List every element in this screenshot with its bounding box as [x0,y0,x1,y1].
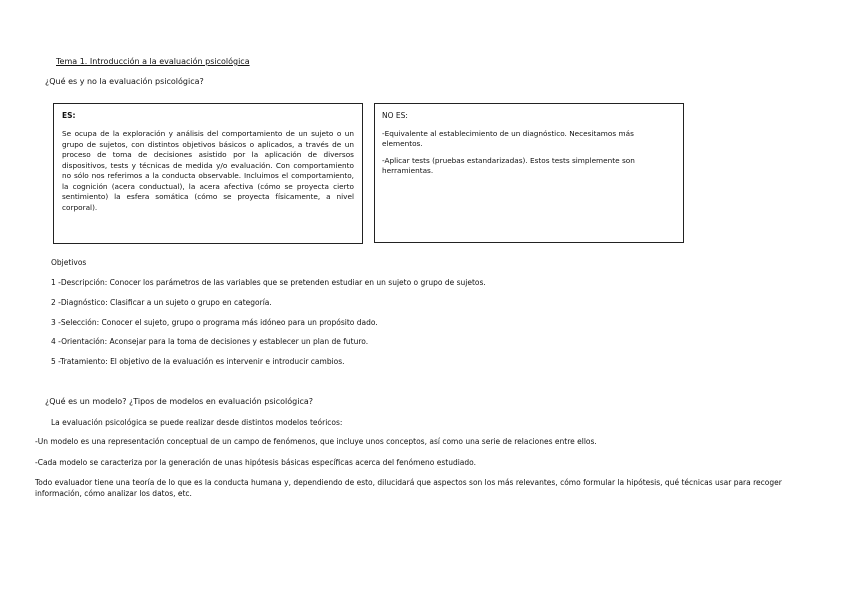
paragraph: -Cada modelo se caracteriza por la generación de unas hipótesis básicas específicas acerca del fenómeno estudiado. [35,458,476,467]
es-box [53,103,363,244]
paragraph: Todo evaluador tiene una teoría de lo que es la conducta humana y, dependiendo de esto, dilucidará que aspectos son los más relevantes, cómo formular la hipótesis, qué técnicas usar para recoger información, cómo analizar los datos, etc. [35,478,782,498]
question-heading-1: ¿Qué es y no la evaluación psicológica? [45,77,204,86]
es-box-heading: ES: [62,111,76,120]
objective-item: 5 -Tratamiento: El objetivo de la evaluación es intervenir e introducir cambios. [51,357,345,366]
document-title: Tema 1. Introducción a la evaluación psicológica [56,57,250,66]
noes-box [374,103,684,243]
es-box-text: Se ocupa de la exploración y análisis del comportamiento de un sujeto o un grupo de sujetos, con distintos objetivos básicos o aplicados, a través de un proceso de toma de decisiones asistido por la aplicación de diversos dispositivos, tests y técnicas de medida y/o evaluación. Con comportamiento no sólo nos referimos a la conducta observable. Incluimos el comportamiento, la cognición (acera conductual), la acera afectiva (cómo se proyecta cierto sentimiento) la esfera somática (cómo se proyecta físicamente, a nivel corporal). [62,129,354,212]
question-heading-2: ¿Qué es un modelo? ¿Tipos de modelos en evaluación psicológica? [45,397,313,406]
objective-item: 2 -Diagnóstico: Clasificar a un sujeto o grupo en categoría. [51,298,272,307]
noes-item: -Equivalente al establecimiento de un diagnóstico. Necesitamos más elementos. [382,129,634,148]
paragraph: La evaluación psicológica se puede realizar desde distintos modelos teóricos: [51,418,343,427]
objective-item: 4 -Orientación: Aconsejar para la toma de decisiones y establecer un plan de futuro. [51,337,369,346]
noes-item: -Aplicar tests (pruebas estandarizadas). Estos tests simplemente son herramientas. [382,156,635,175]
noes-box-heading: NO ES: [382,111,408,120]
objectives-title: Objetivos [51,258,87,267]
objective-item: 3 -Selección: Conocer el sujeto, grupo o programa más idóneo para un propósito dado. [51,318,378,327]
objective-item: 1 -Descripción: Conocer los parámetros de las variables que se pretenden estudiar en un sujeto o grupo de sujetos. [51,278,486,287]
paragraph: -Un modelo es una representación conceptual de un campo de fenómenos, que incluye unos conceptos, así como una serie de relaciones entre ellos. [35,437,597,446]
